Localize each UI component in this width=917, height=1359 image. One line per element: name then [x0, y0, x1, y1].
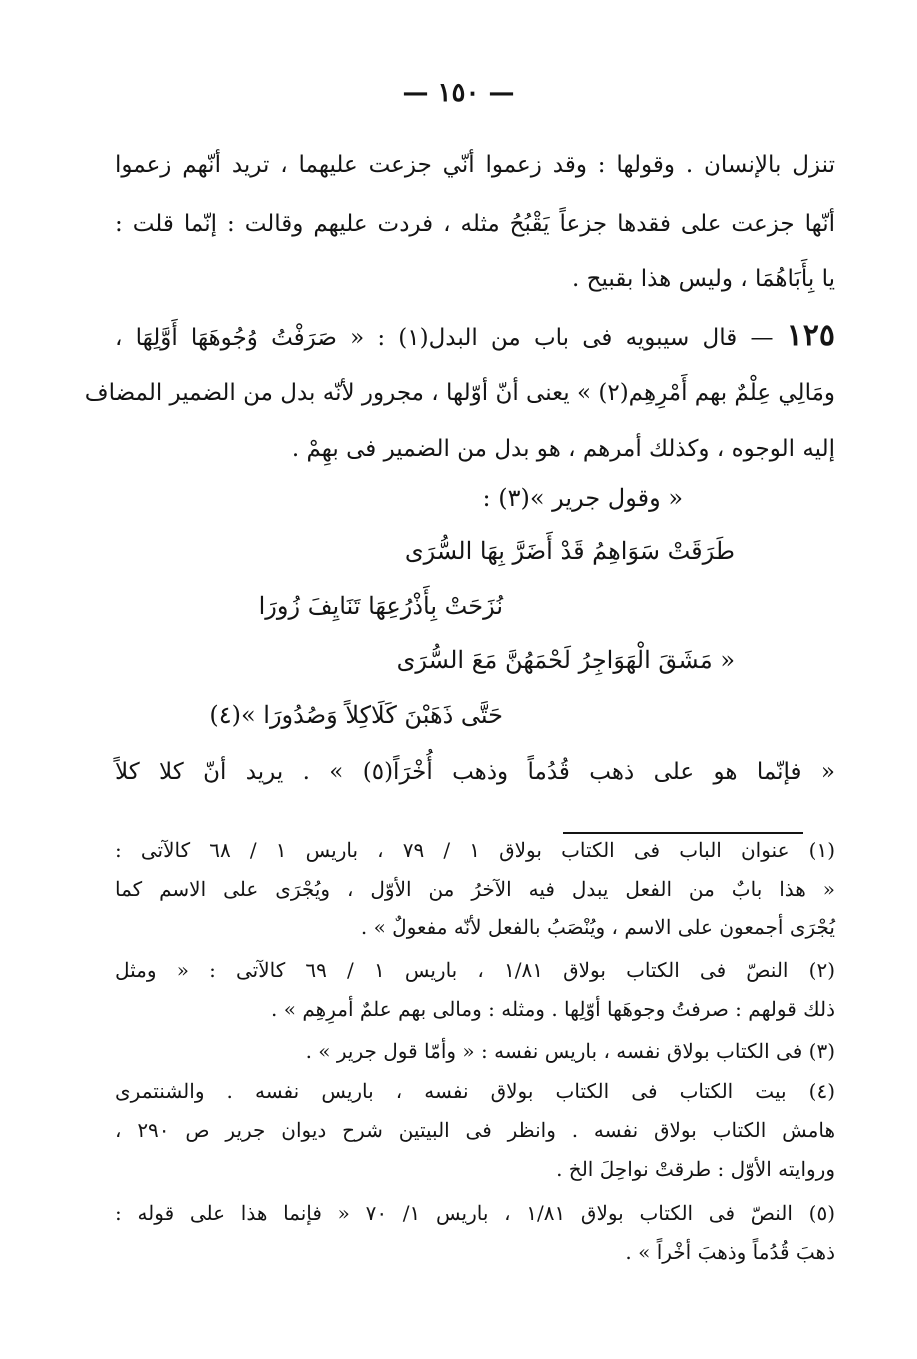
- body-line: « فإنّما هو على ذهب قُدُماً وذهب أُخْرَاً(٥) » . يريد أنّ كلا كلاً: [115, 759, 835, 785]
- verse-line: نُزَحَتْ بِأَذْرُعِهَا تَنَايِفَ زُورَا: [258, 592, 503, 620]
- paragraph-text: — قال سيبويه فى باب من البدل(١) : « صَرَفْتُ وُجُوهَهَا أَوَّلِهَا ،: [115, 325, 774, 351]
- footnote-separator: [563, 832, 803, 834]
- verse-line: « مَشَقَ الْهَوَاجِرُ لَحْمَهُنَّ مَعَ السُّرَى: [396, 646, 735, 674]
- footnote-line: (٤) بيت الكتاب فى الكتاب بولاق نفسه ، باريس نفسه . والشنتمرى: [115, 1079, 835, 1103]
- footnote-line: وروايته الأوّل : طرقتْ نواحِلَ الخ .: [556, 1157, 835, 1181]
- body-line: تنزل بالإنسان . وقولها : وقد زعموا أنّي جزعت عليهما ، تريد أنّهم زعموا: [115, 152, 835, 178]
- footnote-line: هامش الكتاب بولاق نفسه . وانظر فى البيتين شرح ديوان جرير ص ٢٩٠ ،: [115, 1118, 836, 1142]
- footnote-line: (٢) النصّ فى الكتاب بولاق ١/٨١ ، باريس ١ / ٦٩ كالآتى : « ومثل: [115, 958, 835, 982]
- footnote-line: يُجْرَى أجمعون على الاسم ، ويُنْصَبُ بالفعل لأنّه مفعولٌ » .: [360, 915, 835, 939]
- footnote-line: (٥) النصّ فى الكتاب بولاق ١/٨١ ، باريس ١/ ٧٠ « فإنما هذا على قوله :: [115, 1201, 835, 1225]
- paragraph-number: ١٢٥: [786, 318, 835, 353]
- verse-intro: « وقول جرير »(٣) :: [482, 484, 683, 512]
- footnote-line: (٣) فى الكتاب بولاق نفسه ، باريس نفسه : « وأمّا قول جرير » .: [305, 1039, 835, 1063]
- footnote-line: « هذا بابٌ من الفعل يبدل فيه الآخرُ من الأوّل ، ويُجْرَى على الاسم كما: [115, 877, 835, 901]
- verse-line: حَتَّى ذَهَبْنَ كَلَاكِلاً وَصُدُورَا »(٤): [209, 701, 503, 729]
- page-number: — ١٥٠ —: [402, 78, 515, 108]
- body-line: ومَالِي عِلْمٌ بهم أَمْرِهِم(٢) » يعنى أنّ أوّلها ، مجرور لأنّه بدل من الضمير المضاف: [84, 380, 835, 406]
- body-line: أنّها جزعت على فقدها جزعاً يَقْبُحُ مثله ، فردت عليهم وقالت : إنّما قلت :: [115, 211, 835, 237]
- body-line: [115, 318, 835, 353]
- body-line: يا بِأَبَاهُمَا ، وليس هذا بقبيح .: [572, 266, 835, 292]
- verse-line: طَرَقَتْ سَوَاهِمُ قَدْ أَضَرَّ بِهَا السُّرَى: [404, 537, 735, 565]
- footnote-line: ذلك قولهم : صرفتُ وجوهَها أوّلِها . ومثله : ومالى بهم علمٌ أمرِهِم » .: [271, 997, 835, 1021]
- footnote-line: (١) عنوان الباب فى الكتاب بولاق ١ / ٧٩ ، باريس ١ / ٦٨ كالآتى :: [115, 838, 836, 862]
- body-line: إليه الوجوه ، وكذلك أمرهم ، هو بدل من الضمير فى بهِمْ .: [291, 436, 835, 462]
- footnote-line: ذهبَ قُدُماً وذهبَ أخْراً » .: [625, 1240, 835, 1264]
